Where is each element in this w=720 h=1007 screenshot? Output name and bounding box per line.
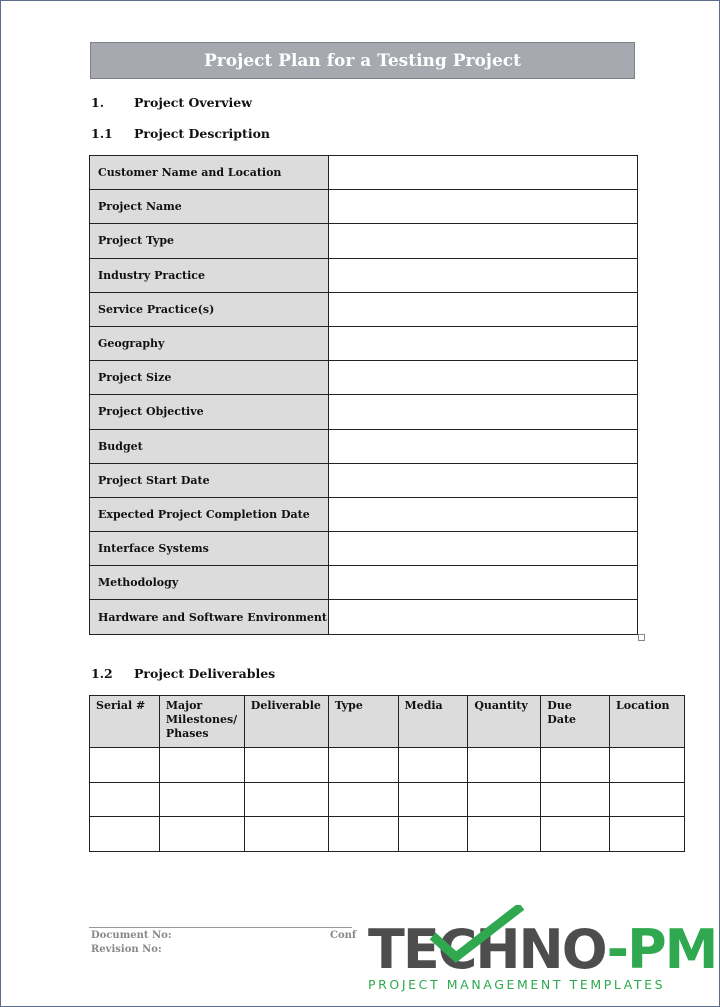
table-row (90, 326, 638, 360)
table-row (90, 156, 638, 190)
table-row (90, 224, 638, 258)
deliverables-header-cell: Due Date (541, 696, 610, 748)
deliverables-cell[interactable] (90, 817, 160, 852)
description-value-cell[interactable] (329, 224, 638, 258)
description-label: Project Name (90, 190, 329, 224)
description-value-cell[interactable] (329, 361, 638, 395)
table-row (90, 190, 638, 224)
table-row (90, 292, 638, 326)
project-deliverables-table (89, 695, 685, 852)
deliverables-header-cell: Serial # (90, 696, 160, 748)
deliverables-cell[interactable] (398, 748, 468, 783)
deliverables-cell[interactable] (328, 817, 398, 852)
description-value-cell[interactable] (329, 532, 638, 566)
table-row (90, 395, 638, 429)
deliverables-header-cell: Type (328, 696, 398, 748)
table-row (90, 782, 685, 817)
deliverables-header-cell: Quantity (468, 696, 541, 748)
table-row (90, 361, 638, 395)
description-value-cell[interactable] (329, 600, 638, 634)
techno-pm-logo (360, 903, 717, 998)
deliverables-cell[interactable] (328, 748, 398, 783)
description-label: Industry Practice (90, 258, 329, 292)
deliverables-header-cell: Major Milestones/ Phases (159, 696, 244, 748)
description-label: Geography (90, 326, 329, 360)
deliverables-header-cell: Location (610, 696, 685, 748)
table-row (90, 566, 638, 600)
description-label: Hardware and Software Environment (90, 600, 329, 634)
section-heading-deliverables (91, 666, 391, 684)
deliverables-cell[interactable] (244, 748, 328, 783)
section-number: 1.1 (91, 126, 113, 141)
description-value-cell[interactable] (329, 190, 638, 224)
description-value-cell[interactable] (329, 395, 638, 429)
table-row (90, 258, 638, 292)
description-value-cell[interactable] (329, 156, 638, 190)
checkmark-icon (428, 905, 528, 965)
deliverables-cell[interactable] (244, 817, 328, 852)
deliverables-cell[interactable] (159, 782, 244, 817)
table-row (90, 532, 638, 566)
table-row (90, 429, 638, 463)
deliverables-cell[interactable] (90, 782, 160, 817)
description-label: Customer Name and Location (90, 156, 329, 190)
logo-wordmark (368, 918, 717, 981)
logo-tagline: PROJECT MANAGEMENT TEMPLATES (368, 977, 666, 992)
section-number: 1. (91, 95, 105, 110)
deliverables-cell[interactable] (159, 748, 244, 783)
document-title (90, 42, 635, 79)
deliverables-header-cell: Deliverable (244, 696, 328, 748)
deliverables-cell[interactable] (610, 748, 685, 783)
table-row (90, 463, 638, 497)
table-row (90, 748, 685, 783)
logo-word-dark: TECHNO (368, 918, 607, 981)
deliverables-cell[interactable] (328, 782, 398, 817)
deliverables-cell[interactable] (610, 817, 685, 852)
description-value-cell[interactable] (329, 566, 638, 600)
deliverables-cell[interactable] (90, 748, 160, 783)
description-label: Expected Project Completion Date (90, 497, 329, 531)
description-value-cell[interactable] (329, 258, 638, 292)
footer-conf: Conf (330, 930, 357, 941)
deliverables-cell[interactable] (398, 782, 468, 817)
deliverables-cell[interactable] (398, 817, 468, 852)
description-value-cell[interactable] (329, 326, 638, 360)
section-label: Project Deliverables (134, 666, 276, 681)
description-label: Project Start Date (90, 463, 329, 497)
logo-word-green: -PM (606, 918, 717, 981)
deliverables-cell[interactable] (541, 817, 610, 852)
section-number: 1.2 (91, 666, 113, 681)
section-heading-description (91, 126, 391, 144)
description-value-cell[interactable] (329, 429, 638, 463)
deliverables-cell[interactable] (159, 817, 244, 852)
deliverables-cell[interactable] (468, 782, 541, 817)
description-label: Project Objective (90, 395, 329, 429)
section-label: Project Overview (134, 95, 252, 110)
table-row (90, 817, 685, 852)
footer-document-no: Document No: (91, 930, 172, 941)
description-label: Project Size (90, 361, 329, 395)
description-value-cell[interactable] (329, 463, 638, 497)
description-value-cell[interactable] (329, 292, 638, 326)
description-label: Budget (90, 429, 329, 463)
footer-revision-no: Revision No: (91, 944, 162, 955)
document-title-text: Project Plan for a Testing Project (204, 50, 521, 71)
section-label: Project Description (134, 126, 270, 141)
deliverables-cell[interactable] (541, 782, 610, 817)
description-label: Interface Systems (90, 532, 329, 566)
deliverables-cell[interactable] (468, 748, 541, 783)
deliverables-cell[interactable] (610, 782, 685, 817)
footer-divider (89, 927, 352, 928)
project-description-table (89, 155, 638, 635)
deliverables-cell[interactable] (468, 817, 541, 852)
table-row (90, 497, 638, 531)
deliverables-cell[interactable] (541, 748, 610, 783)
description-label: Project Type (90, 224, 329, 258)
table-row (90, 600, 638, 634)
description-value-cell[interactable] (329, 497, 638, 531)
section-heading-overview (91, 95, 391, 113)
deliverables-cell[interactable] (244, 782, 328, 817)
description-label: Methodology (90, 566, 329, 600)
table-resize-handle[interactable] (638, 634, 645, 641)
description-label: Service Practice(s) (90, 292, 329, 326)
deliverables-header-cell: Media (398, 696, 468, 748)
